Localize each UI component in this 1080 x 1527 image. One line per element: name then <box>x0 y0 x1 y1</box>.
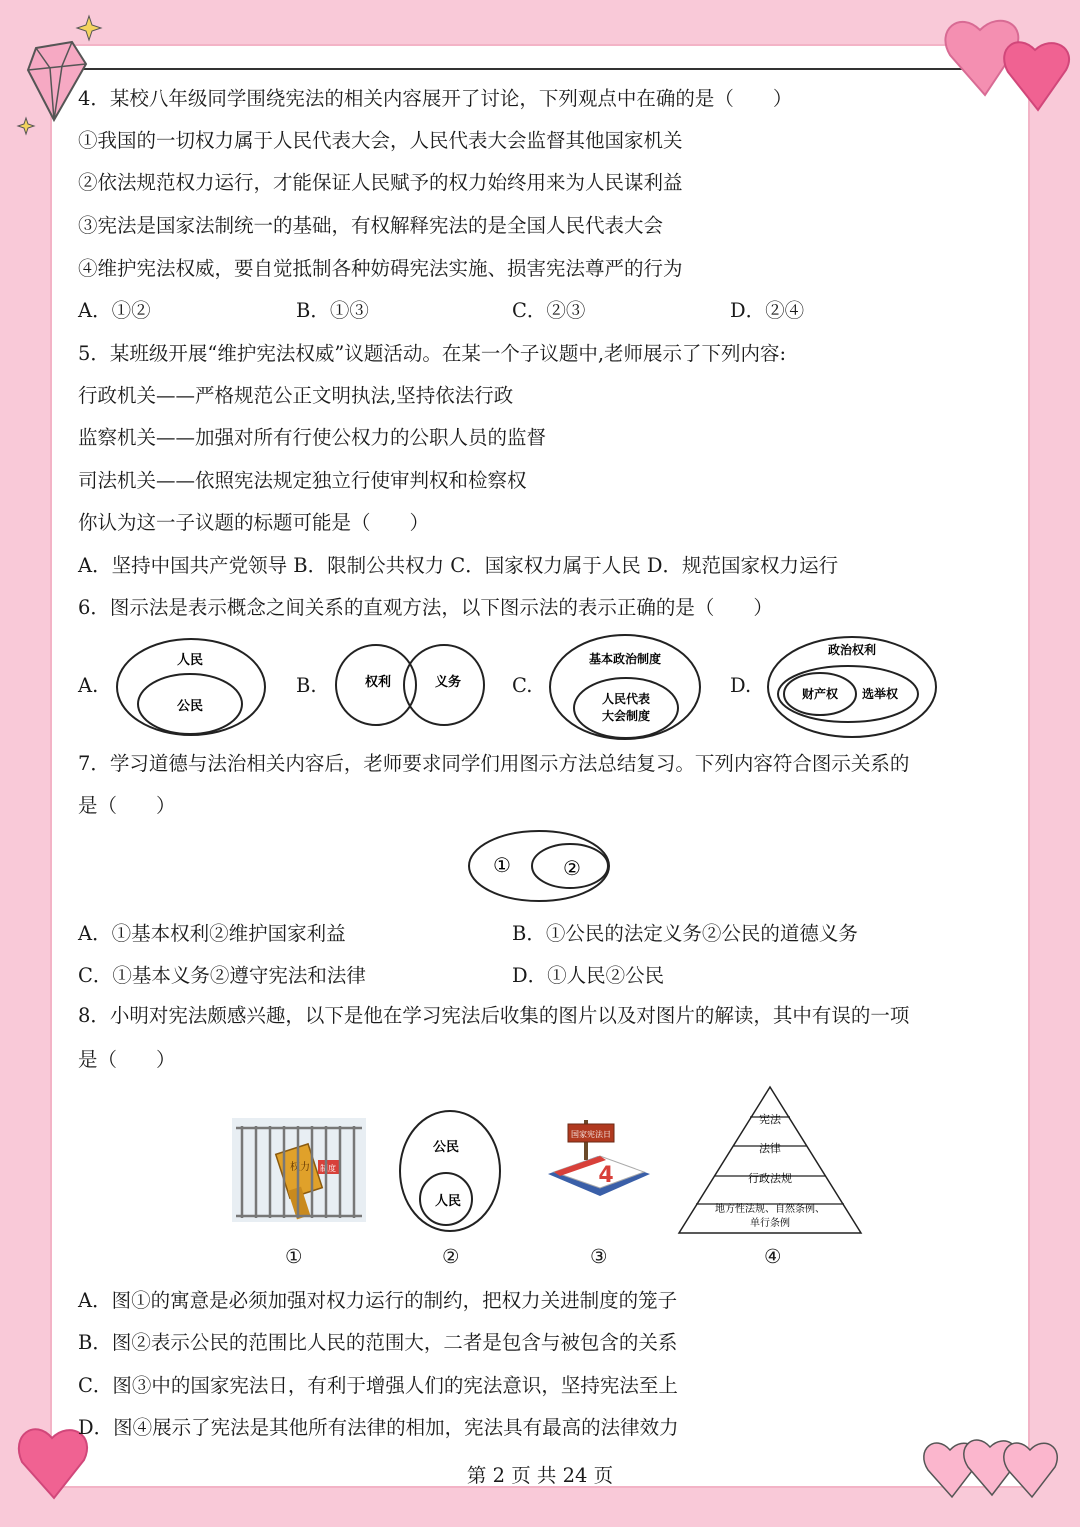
calendar-illustration <box>540 1116 656 1212</box>
q6-label-a[interactable]: A. <box>78 674 99 697</box>
q6-label-d[interactable]: D. <box>730 674 752 697</box>
q4-option-d[interactable]: D．②④ <box>730 299 805 322</box>
q7-diagram <box>464 826 614 906</box>
q4-statement-2: ②依法规范权力运行，才能保证人民赋予的权力始终用来为人民谋利益 <box>78 171 683 194</box>
q6c-inner-label-2: 大会制度 <box>601 709 651 723</box>
q6-label-b[interactable]: B. <box>296 674 317 697</box>
q5-line-3: 司法机关——依照宪法规定独立行使审判权和检察权 <box>78 469 527 492</box>
q5-stem: 5．某班级开展“维护宪法权威”议题活动。在某一个子议题中,老师展示了下列内容: <box>78 342 787 365</box>
q6-label-c[interactable]: C. <box>512 674 533 697</box>
q4-statement-3: ③宪法是国家法制统一的基础，有权解释宪法的是全国人民代表大会 <box>78 214 664 237</box>
q8-img2-outer-label: 公民 <box>432 1140 460 1155</box>
page-number: 第 2 页 共 24 页 <box>466 1464 614 1487</box>
q8-stem: 8．小明对宪法颇感兴趣，以下是他在学习宪法后收集的图片以及对图片的解读，其中有误的一项 <box>78 1004 910 1027</box>
q4-statement-1: ①我国的一切权力属于人民代表大会，人民代表大会监督其他国家机关 <box>78 129 683 152</box>
calendar-sign-text: 国家宪法日 <box>571 1130 611 1139</box>
q8-option-d[interactable]: D．图④展示了宪法是其他所有法律的相加，宪法具有最高的法律效力 <box>78 1416 679 1439</box>
q6-diagram-a <box>112 634 270 740</box>
q4-option-b[interactable]: B．①③ <box>296 299 369 322</box>
q7-option-b[interactable]: B．①公民的法定义务②公民的道德义务 <box>512 922 858 945</box>
cage-power-label: 权力 <box>290 1162 310 1173</box>
q4-option-c[interactable]: C．②③ <box>512 299 586 322</box>
power-cage-illustration <box>232 1118 366 1222</box>
q8-img-number-3: ③ <box>590 1245 608 1268</box>
q8-stem-cont: 是（ ） <box>78 1048 176 1071</box>
q7-circle-2-label: ② <box>563 856 581 880</box>
q8-option-c[interactable]: C．图③中的国家宪法日，有利于增强人们的宪法意识，坚持宪法至上 <box>78 1374 678 1397</box>
calendar-date: 4 <box>598 1163 614 1188</box>
q7-option-d[interactable]: D．①人民②公民 <box>512 964 665 987</box>
q8-option-b[interactable]: B．图②表示公民的范围比人民的范围大，二者是包含与被包含的关系 <box>78 1331 678 1354</box>
q8-option-a[interactable]: A．图①的寓意是必须加强对权力运行的制约，把权力关进制度的笼子 <box>78 1289 678 1312</box>
q5-line-1: 行政机关——严格规范公正文明执法,坚持依法行政 <box>78 384 514 407</box>
diamond-icon <box>14 8 104 138</box>
pyramid-level-4: 地方性法规、自然条例、 <box>715 1204 825 1215</box>
q6d-inner-label: 财产权 <box>801 687 839 701</box>
q4-option-a[interactable]: A．①② <box>78 299 151 322</box>
q7-option-a[interactable]: A．①基本权利②维护国家利益 <box>78 922 346 945</box>
q6d-outer-label: 政治权利 <box>827 643 877 657</box>
heart-icon <box>940 10 1080 130</box>
pyramid-level-1: 宪法 <box>759 1113 781 1126</box>
q8-diagram-2 <box>396 1106 504 1236</box>
q6-diagram-b <box>330 640 490 730</box>
q5-ask: 你认为这一子议题的标题可能是（ ） <box>78 511 430 534</box>
q7-stem-cont: 是（ ） <box>78 794 176 817</box>
q8-img2-inner-label: 人民 <box>434 1194 462 1209</box>
q5-options[interactable]: A．坚持中国共产党领导 B．限制公共权力 C．国家权力属于人民 D．规范国家权力运行 <box>78 554 839 577</box>
q6d-other-label: 选举权 <box>861 687 899 701</box>
q6b-left-label: 权利 <box>364 675 392 690</box>
q6-diagram-d <box>764 632 940 742</box>
q7-circle-1-label: ① <box>493 853 511 877</box>
pyramid-level-2: 法律 <box>759 1142 781 1155</box>
q7-stem: 7．学习道德与法治相关内容后，老师要求同学们用图示方法总结复习。下列内容符合图示关系的 <box>78 752 910 775</box>
q7-option-c[interactable]: C．①基本义务②遵守宪法和法律 <box>78 964 366 987</box>
q8-img-number-1: ① <box>285 1245 303 1268</box>
pyramid-level-4-cont: 单行条例 <box>750 1218 790 1229</box>
q6c-outer-label: 基本政治制度 <box>588 652 662 666</box>
q6c-inner-label-1: 人民代表 <box>601 692 651 706</box>
cage-system-tag: 制度 <box>320 1164 336 1173</box>
q6-diagram-c <box>546 630 704 744</box>
pyramid-level-3: 行政法规 <box>748 1172 792 1185</box>
q6-stem: 6．图示法是表示概念之间关系的直观方法，以下图示法的表示正确的是（ ） <box>78 596 773 619</box>
q6a-inner-label: 公民 <box>176 699 204 714</box>
law-pyramid-diagram <box>676 1084 864 1236</box>
q6a-outer-label: 人民 <box>176 653 204 668</box>
q6b-right-label: 义务 <box>434 675 462 690</box>
q5-line-2: 监察机关——加强对所有行使公权力的公职人员的监督 <box>78 426 547 449</box>
q8-img-number-2: ② <box>442 1245 460 1268</box>
q4-statement-4: ④维护宪法权威，要自觉抵制各种妨碍宪法实施、损害宪法尊严的行为 <box>78 257 683 280</box>
q8-img-number-4: ④ <box>764 1245 782 1268</box>
header-rule <box>80 68 1002 70</box>
q4-stem: 4．某校八年级同学围绕宪法的相关内容展开了讨论，下列观点中在确的是（ ） <box>78 87 793 110</box>
